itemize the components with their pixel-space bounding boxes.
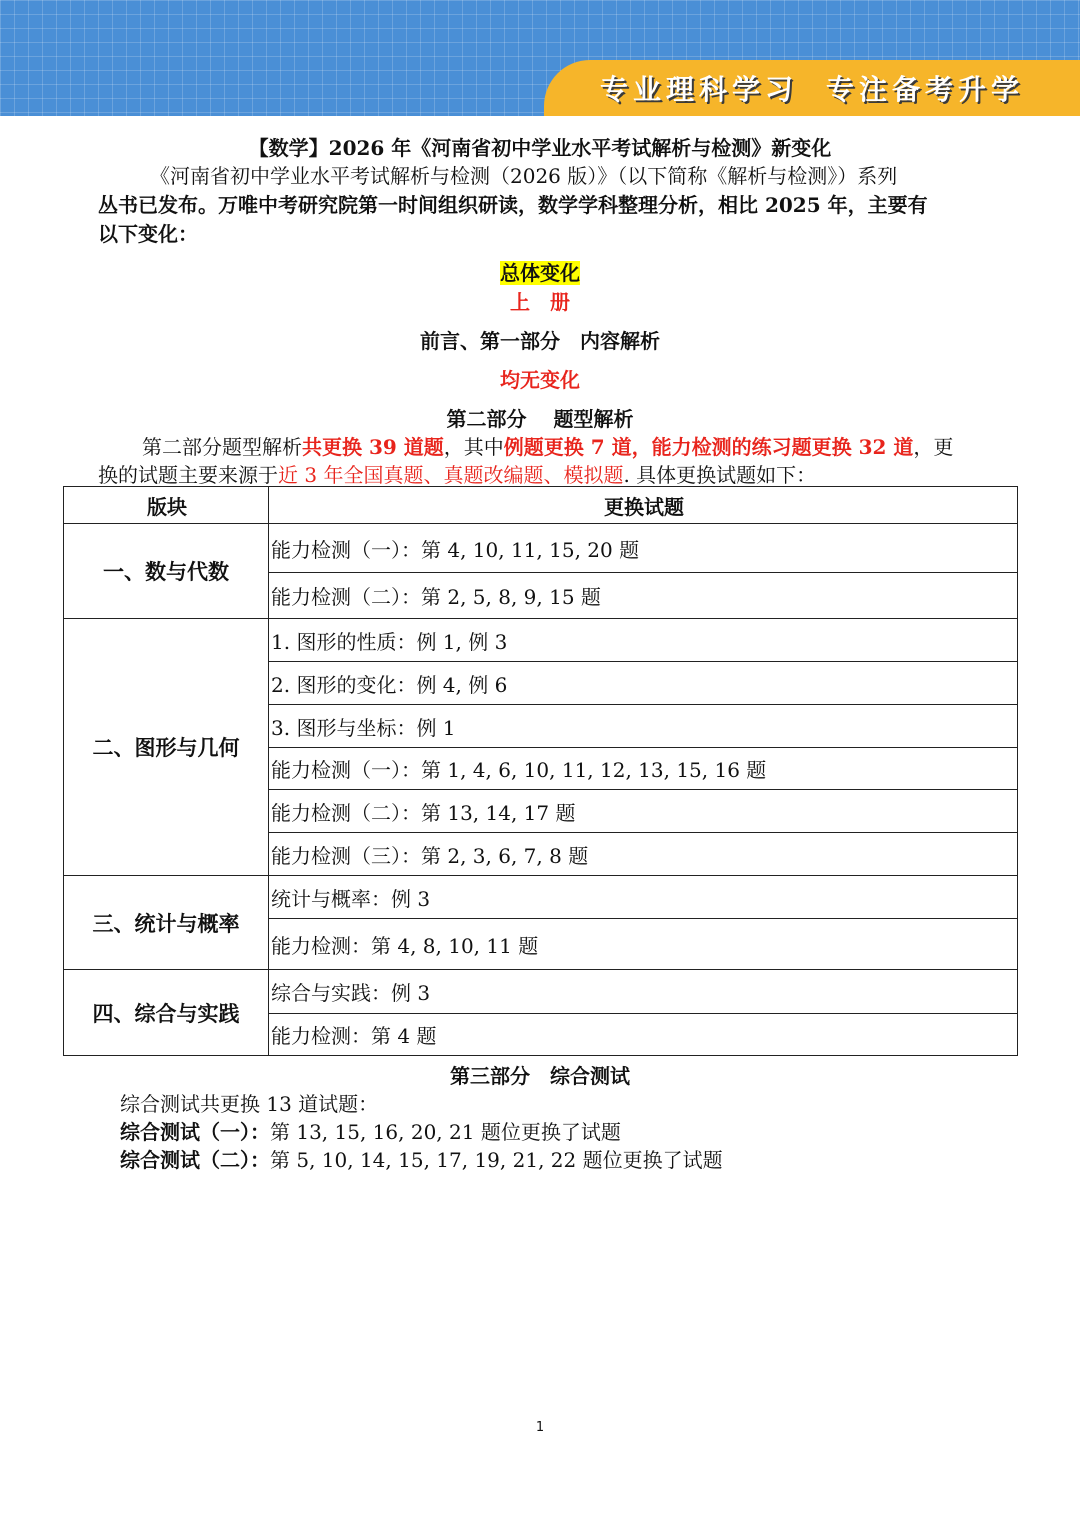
item-cell: 能力检测（二）：第 2, 5, 8, 9, 15 题: [269, 573, 1018, 619]
overall-change-heading: [0, 257, 1080, 286]
part3-row-2-label: 综合测试（二）：: [120, 1148, 270, 1172]
intro-line-3: 以下变化：: [98, 222, 198, 246]
section-cell: 三、统计与概率: [64, 876, 269, 970]
volume-heading: 上 册: [510, 290, 570, 314]
item-cell: 统计与概率：例 3: [269, 876, 1018, 919]
p2-c: ，其中: [443, 435, 504, 459]
part3-intro: 综合测试共更换 13 道试题：: [120, 1092, 379, 1116]
section-cell: 四、综合与实践: [64, 970, 269, 1056]
table-row: [64, 524, 1018, 573]
p2-b: 共更换 39 道题: [302, 435, 444, 459]
item-cell: 能力检测（一）：第 4, 10, 11, 15, 20 题: [269, 524, 1018, 573]
part3-row-1-label: 综合测试（一）：: [120, 1120, 270, 1144]
p2-h: . 具体更换试题如下：: [623, 463, 817, 487]
item-cell: 能力检测（三）：第 2, 3, 6, 7, 8 题: [269, 833, 1018, 876]
p2-g: 近 3 年全国真题、真题改编题、模拟题: [278, 463, 624, 487]
p2-f: 换的试题主要来源于: [98, 463, 278, 487]
section-cell: 二、图形与几何: [64, 619, 269, 876]
slogan-badge: [544, 60, 1080, 116]
item-cell: 3. 图形与坐标：例 1: [269, 705, 1018, 748]
p2-e: ，更: [913, 435, 954, 459]
no-change-note: 均无变化: [500, 368, 580, 392]
part3-row-1-text: 第 13, 15, 16, 20, 21 题位更换了试题: [270, 1120, 621, 1144]
section-cell: 一、数与代数: [64, 524, 269, 619]
part3-row-2: [120, 1144, 1004, 1173]
part2-para-line2: [98, 459, 982, 488]
item-cell: 1. 图形的性质：例 1, 例 3: [269, 619, 1018, 662]
part1-heading: 前言、第一部分 内容解析: [420, 329, 660, 353]
slogan-left: 专业理科学习: [599, 73, 798, 106]
overall-change-text: 总体变化: [500, 261, 580, 285]
col-header-section: 版块: [64, 487, 269, 524]
item-cell: 能力检测：第 4, 8, 10, 11 题: [269, 919, 1018, 970]
part2-para-line1: [98, 431, 982, 460]
intro-line-1: 《河南省初中学业水平考试解析与检测（2026 版）》（以下简称《解析与检测》）系列: [150, 164, 898, 188]
doc-title: 【数学】2026 年《河南省初中学业水平考试解析与检测》新变化: [248, 136, 832, 160]
part3-row-2-text: 第 5, 10, 14, 15, 17, 19, 21, 22 题位更换了试题: [270, 1148, 723, 1172]
table-row: [64, 876, 1018, 919]
header-banner: [0, 0, 1080, 116]
item-cell: 综合与实践：例 3: [269, 970, 1018, 1014]
item-cell: 能力检测：第 4 题: [269, 1014, 1018, 1056]
part3-row-1: [120, 1116, 1004, 1145]
part2-heading: 第二部分 题型解析: [446, 407, 634, 431]
item-cell: 能力检测（二）：第 13, 14, 17 题: [269, 790, 1018, 833]
intro-line-2: 丛书已发布。万唯中考研究院第一时间组织研读，数学学科整理分析，相比 2025 年，主要有: [98, 193, 928, 217]
item-cell: 2. 图形的变化：例 4, 例 6: [269, 662, 1018, 705]
table-row: [64, 970, 1018, 1014]
col-header-items: 更换试题: [269, 487, 1018, 524]
table-row: [64, 619, 1018, 662]
replacement-table: [63, 486, 1018, 1056]
slogan-right: 专注备考升学: [826, 73, 1025, 106]
page-number: 1: [535, 1420, 545, 1435]
item-cell: 能力检测（一）：第 1, 4, 6, 10, 11, 12, 13, 15, 16 题: [269, 748, 1018, 790]
p2-a: 第二部分题型解析: [142, 435, 302, 459]
p2-d: 例题更换 7 道，能力检测的练习题更换 32 道: [503, 435, 914, 459]
table-header-row: [64, 487, 1018, 524]
part3-heading: 第三部分 综合测试: [450, 1064, 630, 1088]
